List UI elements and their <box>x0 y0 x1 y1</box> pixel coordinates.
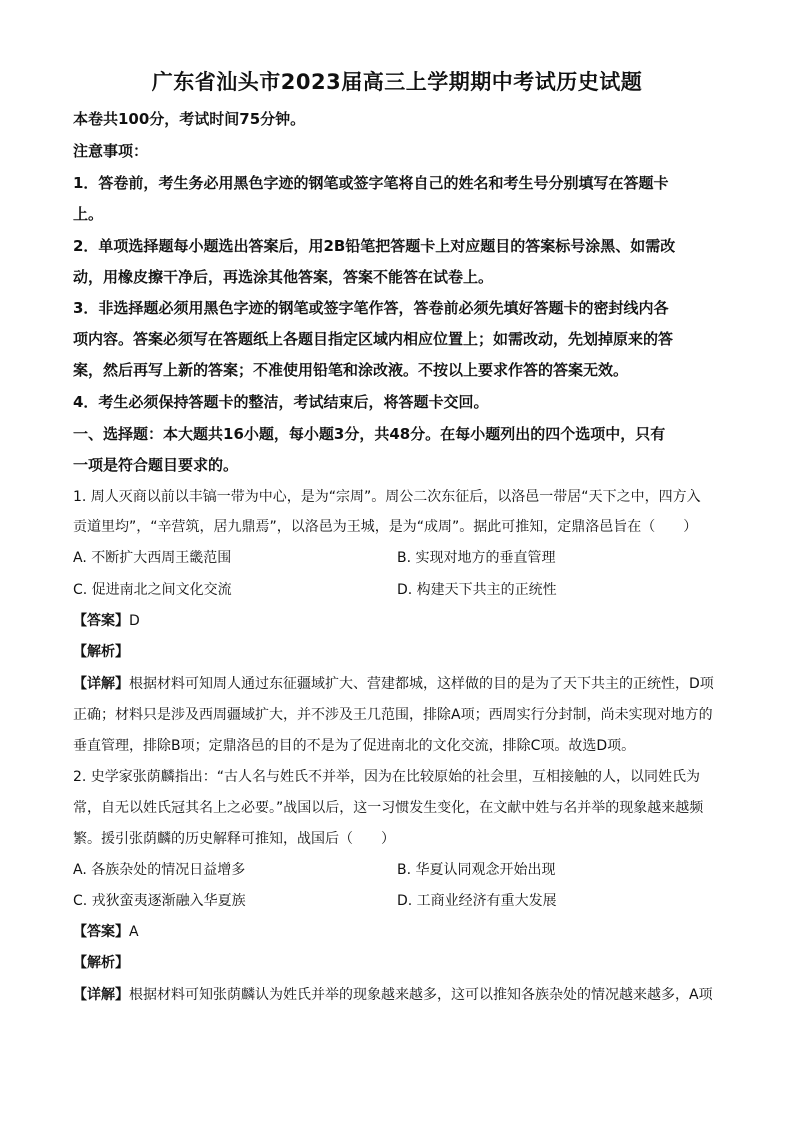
q2-detail-line-1 <box>73 984 723 1004</box>
exam-intro: 本卷共100分，考试时间75分钟。 <box>73 110 306 128</box>
q1-analysis-tag: 【解析】 <box>73 644 129 660</box>
q1-stem-line-2: 贡道里均”，“辛营筑，居九鼎焉”，以洛邑为王城，是为“成周”。据此可推知，定鼎洛邑旨在（ ） <box>73 519 698 535</box>
q2-analysis <box>73 952 723 972</box>
q1-stem-line-1: 1. 周人灭商以前以丰镐一带为中心，是为“宗周”。周公二次东征后，以洛邑一带居“天下之中，四方入 <box>73 489 701 505</box>
q1-option-c: C. 促进南北之间文化交流 <box>73 582 232 598</box>
notice-3-line-3: 案，然后再写上新的答案；不准使用铅笔和涂改液。不按以上要求作答的答案无效。 <box>73 361 629 379</box>
q1-option-b: B. 实现对地方的垂直管理 <box>397 550 556 566</box>
notice-2-line-1: 2．单项选择题每小题选出答案后，用2B铅笔把答题卡上对应题目的答案标号涂黑、如需改 <box>73 237 676 255</box>
q2-analysis-tag: 【解析】 <box>73 955 129 971</box>
q1-detail-tag: 【详解】 <box>73 676 129 692</box>
q1-answer-value: D <box>129 613 140 629</box>
q1-option-a: A. 不断扩大西周王畿范围 <box>73 550 232 566</box>
q1-option-d: D. 构建天下共主的正统性 <box>397 582 557 598</box>
q1-detail-line-3: 垂直管理，排除B项；定鼎洛邑的目的不是为了促进南北的文化交流，排除C项。故选D项。 <box>73 738 636 754</box>
q2-option-c: C. 戎狄蛮夷逐渐融入华夏族 <box>73 893 246 909</box>
notice-3-line-2: 项内容。答案必须写在答题纸上各题目指定区域内相应位置上；如需改动，先划掉原来的答 <box>73 330 674 348</box>
notice-3-line-1: 3．非选择题必须用黑色字迹的钢笔或签字笔作答，答卷前必须先填好答题卡的密封线内各 <box>73 299 669 317</box>
notice-4-line-1: 4．考生必须保持答题卡的整洁，考试结束后，将答题卡交回。 <box>73 393 489 411</box>
q2-option-b: B. 华夏认同观念开始出现 <box>397 862 556 878</box>
q2-detail-text-1: 根据材料可知张荫麟认为姓氏并举的现象越来越多，这可以推知各族杂处的情况越来越多，A项 <box>129 987 713 1003</box>
q2-stem-line-3: 繁。援引张荫麟的历史解释可推知，战国后（ ） <box>73 831 395 847</box>
q2-answer-tag: 【答案】 <box>73 924 129 940</box>
notice-1-line-2: 上。 <box>73 205 104 223</box>
q1-detail-text-1: 根据材料可知周人通过东征疆域扩大、营建都城，这样做的目的是为了天下共主的正统性，D项 <box>129 676 714 692</box>
q2-option-d: D. 工商业经济有重大发展 <box>397 893 557 909</box>
page-title: 广东省汕头市2023届高三上学期期中考试历史试题 <box>151 70 643 94</box>
q2-option-a: A. 各族杂处的情况日益增多 <box>73 862 246 878</box>
q2-stem-line-1: 2. 史学家张荫麟指出：“古人名与姓氏不并举，因为在比较原始的社会里，互相接触的人，以同姓氏为 <box>73 769 701 785</box>
section-heading-line-2: 一项是符合题目要求的。 <box>73 456 239 474</box>
notice-1-line-1: 1．答卷前，考生务必用黑色字迹的钢笔或签字笔将自己的姓名和考生号分别填写在答题卡 <box>73 174 669 192</box>
q2-answer <box>73 921 723 941</box>
notice-2-line-2: 动，用橡皮擦干净后，再选涂其他答案，答案不能答在试卷上。 <box>73 268 494 286</box>
section-heading-line-1: 一、选择题：本大题共16小题，每小题3分，共48分。在每小题列出的四个选项中，只有 <box>73 425 666 443</box>
notice-heading: 注意事项： <box>73 142 149 160</box>
q2-stem-line-2: 常，自无以姓氏冠其名上之必要。”战国以后，这一习惯发生变化，在文献中姓与名并举的现象越来越频 <box>73 800 704 816</box>
q1-answer-tag: 【答案】 <box>73 613 129 629</box>
q1-answer <box>73 610 723 630</box>
q2-detail-tag: 【详解】 <box>73 987 129 1003</box>
q2-answer-value: A <box>129 924 139 940</box>
q1-analysis <box>73 641 723 661</box>
q1-detail-line-1 <box>73 673 723 693</box>
q1-detail-line-2: 正确；材料只是涉及西周疆域扩大，并不涉及王几范围，排除A项；西周实行分封制，尚未实现对地方的 <box>73 707 713 723</box>
